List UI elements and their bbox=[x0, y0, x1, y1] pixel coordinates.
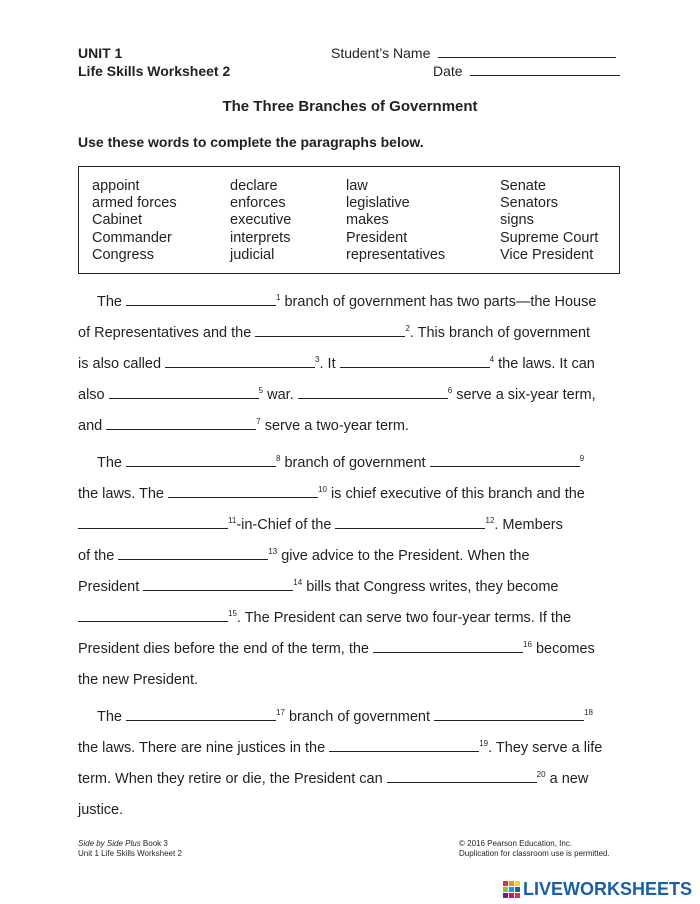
word-bank-word: law bbox=[346, 178, 368, 194]
blank-number: 5 bbox=[258, 386, 264, 395]
answer-blank-7[interactable] bbox=[106, 416, 256, 430]
word-bank-word: executive bbox=[230, 212, 292, 229]
word-bank-word: appoint bbox=[92, 178, 140, 194]
answer-blank-20[interactable] bbox=[387, 769, 537, 783]
paragraph-1-line-4 bbox=[78, 385, 596, 405]
paragraph-text: . The President can serve two four-year terms. If the bbox=[236, 610, 572, 626]
blank-number: 3 bbox=[315, 355, 320, 364]
word-bank-word: representatives bbox=[346, 246, 446, 263]
paragraph-3-line-1 bbox=[97, 707, 593, 727]
paragraph-2-line-3 bbox=[78, 515, 563, 535]
answer-blank-13[interactable] bbox=[118, 546, 268, 560]
paragraph-text: is chief executive of this branch and the bbox=[326, 486, 585, 502]
answer-blank-18[interactable] bbox=[434, 707, 584, 721]
paragraph-1-line-1 bbox=[97, 292, 596, 312]
paragraph-text: . They serve a life bbox=[488, 740, 603, 756]
answer-blank-15[interactable] bbox=[78, 608, 228, 622]
footer-book-title: Side by Side Plus bbox=[78, 839, 141, 848]
paragraph-text: term. When they retire or die, the President can bbox=[78, 771, 387, 787]
paragraph-text: President dies before the end of the term, the bbox=[78, 641, 374, 657]
paragraph-text: of Representatives and the bbox=[78, 325, 256, 341]
word-bank-word: judicial bbox=[230, 246, 275, 263]
paragraph-text: a new bbox=[545, 771, 589, 787]
paragraph-text: the new President. bbox=[78, 672, 199, 688]
instructions: Use these words to complete the paragraphs below. bbox=[78, 134, 424, 150]
blank-number: 17 bbox=[276, 708, 285, 717]
blank-number: 11 bbox=[228, 516, 237, 525]
word-bank bbox=[78, 166, 620, 274]
answer-blank-2[interactable] bbox=[255, 323, 405, 337]
blank-number: 10 bbox=[318, 485, 327, 494]
answer-blank-6[interactable] bbox=[298, 385, 448, 399]
answer-blank-9[interactable] bbox=[430, 453, 580, 467]
paragraph-text: branch of government bbox=[280, 455, 430, 471]
word-bank-column-1 bbox=[92, 178, 177, 264]
word-bank-column-2 bbox=[230, 178, 291, 264]
blank-number: 16 bbox=[523, 640, 532, 649]
unit-label: UNIT 1 bbox=[78, 45, 123, 61]
word-bank-column-3 bbox=[346, 178, 445, 264]
word-bank-word: makes bbox=[346, 212, 389, 229]
paragraph-2-line-2 bbox=[78, 484, 585, 504]
paragraph-text: . This branch of government bbox=[409, 325, 591, 341]
paragraph-text: and bbox=[78, 418, 107, 434]
answer-blank-11[interactable] bbox=[78, 515, 228, 529]
word-bank-word: legislative bbox=[346, 195, 410, 212]
paragraph-3-line-3 bbox=[78, 769, 588, 789]
paragraph-3-line-2 bbox=[78, 738, 602, 758]
paragraph-text: branch of government has two parts—the House bbox=[280, 294, 597, 310]
blank-number: 4 bbox=[489, 355, 495, 364]
student-name-field[interactable] bbox=[438, 45, 616, 58]
answer-blank-17[interactable] bbox=[126, 707, 276, 721]
footer-left bbox=[78, 839, 182, 859]
student-name-label: Student’s Name bbox=[331, 45, 431, 61]
student-name-row bbox=[331, 44, 616, 62]
paragraph-text: the laws. There are nine justices in the bbox=[78, 740, 330, 756]
paragraph-text: . It bbox=[319, 356, 340, 372]
paragraph-text: bills that Congress writes, they become bbox=[302, 579, 559, 595]
answer-blank-5[interactable] bbox=[109, 385, 259, 399]
word-bank-word: Vice President bbox=[500, 246, 594, 263]
paragraph-1-line-3 bbox=[78, 354, 595, 374]
answer-blank-16[interactable] bbox=[373, 639, 523, 653]
paragraph-2-line-7 bbox=[78, 639, 595, 659]
word-bank-word: Senate bbox=[500, 178, 546, 194]
blank-number: 6 bbox=[447, 386, 453, 395]
paragraph-text: the laws. The bbox=[78, 486, 169, 502]
worksheet-label: Life Skills Worksheet 2 bbox=[78, 63, 231, 79]
paragraph-text: The bbox=[97, 294, 127, 310]
blank-number: 9 bbox=[579, 454, 585, 463]
footer-worksheet: Unit 1 Life Skills Worksheet 2 bbox=[78, 849, 182, 858]
word-bank-word: Cabinet bbox=[92, 212, 142, 229]
paragraph-text: also bbox=[78, 387, 109, 403]
word-bank-word: declare bbox=[230, 178, 278, 194]
paragraph-text: justice. bbox=[78, 802, 124, 818]
paragraph-text: The bbox=[97, 709, 127, 725]
blank-number: 12 bbox=[485, 516, 495, 525]
blank-number: 19 bbox=[479, 739, 489, 748]
paragraph-text: The bbox=[97, 455, 127, 471]
answer-blank-8[interactable] bbox=[126, 453, 276, 467]
answer-blank-12[interactable] bbox=[335, 515, 485, 529]
blank-number: 13 bbox=[268, 547, 278, 556]
paragraph-text: . Members bbox=[494, 517, 563, 533]
blank-number: 7 bbox=[256, 417, 261, 426]
paragraph-3-line-4 bbox=[78, 800, 123, 820]
paragraph-2-line-4 bbox=[78, 546, 530, 566]
answer-blank-4[interactable] bbox=[340, 354, 490, 368]
word-bank-word: armed forces bbox=[92, 195, 177, 212]
paragraph-1-line-5 bbox=[78, 416, 409, 436]
word-bank-word: President bbox=[346, 229, 408, 246]
word-bank-word: enforces bbox=[230, 195, 286, 212]
paragraph-2-line-5 bbox=[78, 577, 558, 597]
blank-number: 14 bbox=[293, 578, 303, 587]
paragraph-text: of the bbox=[78, 548, 119, 564]
liveworksheets-watermark bbox=[503, 879, 692, 900]
liveworksheets-logo-icon bbox=[503, 881, 520, 898]
date-label: Date bbox=[433, 63, 463, 79]
blank-number: 15 bbox=[228, 609, 237, 618]
footer-copyright: © 2016 Pearson Education, Inc. bbox=[459, 839, 573, 848]
word-bank-word: signs bbox=[500, 212, 534, 229]
paragraph-text: serve a two-year term. bbox=[260, 418, 409, 434]
liveworksheets-text: LIVEWORKSHEETS bbox=[522, 879, 692, 899]
word-bank-word: interprets bbox=[230, 229, 291, 246]
paragraph-text: -in-Chief of the bbox=[236, 517, 336, 533]
paragraph-2-line-1 bbox=[97, 453, 584, 473]
blank-number: 20 bbox=[536, 770, 546, 779]
blank-number: 1 bbox=[276, 293, 281, 302]
paragraph-text: war. bbox=[263, 387, 298, 403]
word-bank-word: Senators bbox=[500, 195, 559, 212]
paragraph-text: is also called bbox=[78, 356, 166, 372]
word-bank-word: Commander bbox=[92, 229, 172, 246]
paragraph-2-line-8 bbox=[78, 670, 198, 690]
blank-number: 8 bbox=[276, 454, 281, 463]
blank-number: 18 bbox=[584, 708, 593, 717]
word-bank-word: Supreme Court bbox=[500, 229, 599, 246]
answer-blank-1[interactable] bbox=[126, 292, 276, 306]
paragraph-text: becomes bbox=[531, 641, 595, 657]
footer-book bbox=[78, 839, 182, 849]
paragraph-text: President bbox=[78, 579, 144, 595]
answer-blank-19[interactable] bbox=[329, 738, 479, 752]
paragraph-text: serve a six-year term, bbox=[452, 387, 596, 403]
word-bank-column-4 bbox=[500, 178, 598, 264]
paragraph-text: give advice to the President. When the bbox=[277, 548, 530, 564]
word-bank-word: Congress bbox=[92, 246, 155, 263]
footer-book-number: Book 3 bbox=[140, 839, 168, 848]
answer-blank-10[interactable] bbox=[168, 484, 318, 498]
paragraph-text: the laws. It can bbox=[494, 356, 595, 372]
paragraph-2-line-6 bbox=[78, 608, 571, 628]
footer-permission: Duplication for classroom use is permitted. bbox=[459, 849, 610, 858]
answer-blank-14[interactable] bbox=[143, 577, 293, 591]
worksheet-title: The Three Branches of Government bbox=[222, 98, 478, 115]
paragraph-text: branch of government bbox=[284, 709, 435, 725]
paragraph-1-line-2 bbox=[78, 323, 590, 343]
answer-blank-3[interactable] bbox=[165, 354, 315, 368]
footer-right bbox=[459, 839, 610, 859]
date-field[interactable] bbox=[470, 63, 620, 76]
blank-number: 2 bbox=[405, 324, 410, 333]
date-row bbox=[433, 62, 620, 80]
